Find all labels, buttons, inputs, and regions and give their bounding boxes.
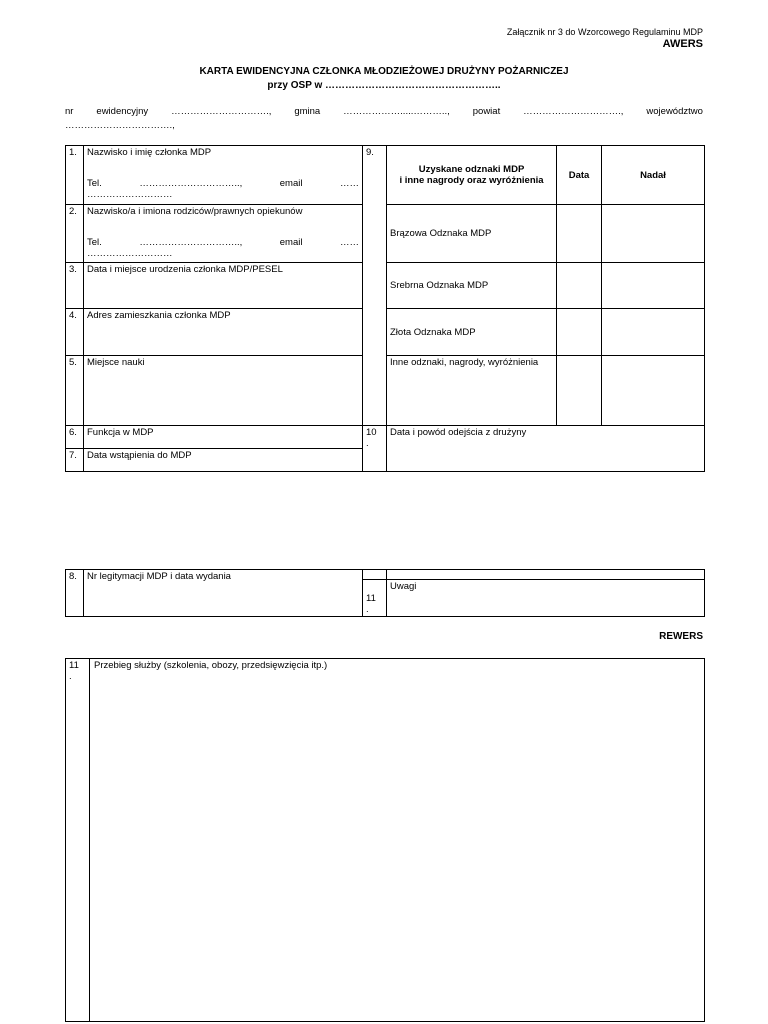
- field-2-tel-dots[interactable]: …………………………..,: [139, 237, 243, 248]
- leave-field[interactable]: [387, 426, 705, 472]
- field-1-number: 1.: [66, 146, 84, 205]
- ewid-dots[interactable]: ………………………….,: [171, 106, 272, 117]
- notes-top-strip: [387, 570, 705, 580]
- award-silver-given[interactable]: [602, 263, 705, 309]
- field-5-label: Miejsce nauki: [87, 357, 145, 368]
- service-number-line1: 11: [69, 660, 79, 671]
- wojewodztwo-dots[interactable]: …………………………….,: [65, 120, 175, 131]
- field-1-label: Nazwisko i imię członka MDP: [87, 147, 212, 158]
- award-silver-date[interactable]: [557, 263, 602, 309]
- awards-header: [387, 146, 557, 205]
- field-2-email-label: email: [279, 237, 303, 248]
- field-2-parents[interactable]: [84, 205, 363, 263]
- awards-header-line2: i inne nagrody oraz wyróżnienia: [399, 175, 544, 186]
- card-field[interactable]: [84, 570, 363, 617]
- powiat-dots[interactable]: ………………………….,: [523, 106, 624, 117]
- award-bronze-given[interactable]: [602, 205, 705, 263]
- registration-line: [65, 105, 703, 133]
- leave-number-line2: .: [366, 438, 369, 449]
- field-4-number: 4.: [66, 309, 84, 356]
- awards-number: 9.: [363, 146, 387, 426]
- field-1-email-dots[interactable]: ……: [339, 178, 359, 189]
- award-gold-date[interactable]: [557, 309, 602, 356]
- field-4-address[interactable]: [84, 309, 363, 356]
- card-notes-table: [65, 569, 705, 617]
- field-3-birth[interactable]: [84, 263, 363, 309]
- award-bronze-date[interactable]: [557, 205, 602, 263]
- awards-col-date: Data: [557, 146, 602, 205]
- awards-col-given: Nadał: [602, 146, 705, 205]
- annex-note: Załącznik nr 3 do Wzorcowego Regulaminu MDP: [506, 27, 703, 37]
- form-subtitle: przy OSP w ……………………………………………..: [267, 80, 501, 91]
- notes-number: [363, 580, 387, 617]
- field-3-label: Data i miejsce urodzenia członka MDP/PESEL: [87, 264, 283, 275]
- field-5-number: 5.: [66, 356, 84, 426]
- leave-label: Data i powód odejścia z drużyny: [390, 427, 527, 438]
- field-5-school[interactable]: [84, 356, 363, 426]
- field-1-tel-label: Tel.: [87, 178, 102, 189]
- award-row-other: Inne odznaki, nagrody, wyróżnienia: [387, 356, 557, 426]
- field-6-function[interactable]: [84, 426, 363, 449]
- field-3-number: 3.: [66, 263, 84, 309]
- awards-header-line1: Uzyskane odznaki MDP: [418, 164, 525, 175]
- service-history-box[interactable]: [65, 658, 705, 1022]
- field-7-number: 7.: [66, 449, 84, 472]
- award-gold-given[interactable]: [602, 309, 705, 356]
- leave-number-line1: 10: [366, 427, 377, 438]
- field-6-label: Funkcja w MDP: [87, 427, 154, 438]
- card-label: Nr legitymacji MDP i data wydania: [87, 571, 231, 582]
- notes-label: Uwagi: [390, 581, 417, 592]
- ewid-label: ewidencyjny: [96, 106, 149, 117]
- notes-field[interactable]: [387, 580, 705, 617]
- field-2-email-dots[interactable]: ……: [339, 237, 359, 248]
- member-details-table: [65, 145, 705, 472]
- wojewodztwo-label: województwo: [646, 106, 703, 117]
- side-label-back: REWERS: [659, 631, 703, 642]
- award-row-silver: Srebrna Odznaka MDP: [387, 263, 557, 309]
- leave-number: [363, 426, 387, 472]
- gmina-label: gmina: [294, 106, 321, 117]
- field-1-email-cont[interactable]: ………………………: [87, 189, 173, 200]
- nr-label: nr: [65, 106, 74, 117]
- award-other-date[interactable]: [557, 356, 602, 426]
- field-1-member-name[interactable]: [84, 146, 363, 205]
- field-1-tel-dots[interactable]: …………………………..,: [139, 178, 243, 189]
- powiat-label: powiat: [472, 106, 501, 117]
- field-2-label: Nazwisko/a i imiona rodziców/prawnych opiekunów: [87, 206, 303, 217]
- award-other-given[interactable]: [602, 356, 705, 426]
- award-row-bronze: Brązowa Odznaka MDP: [387, 205, 557, 263]
- service-label: Przebieg służby (szkolenia, obozy, przedsięwzięcia itp.): [94, 660, 328, 671]
- field-4-label: Adres zamieszkania członka MDP: [87, 310, 231, 321]
- field-7-label: Data wstąpienia do MDP: [87, 450, 192, 461]
- field-2-tel-label: Tel.: [87, 237, 102, 248]
- service-number-line2: .: [69, 671, 72, 682]
- form-title: KARTA EWIDENCYJNA CZŁONKA MŁODZIEŻOWEJ DRUŻYNY POŻARNICZEJ: [199, 66, 569, 77]
- notes-number-line1: 11: [366, 593, 376, 604]
- award-row-gold: Złota Odznaka MDP: [387, 309, 557, 356]
- notes-number-line2: .: [366, 604, 369, 615]
- field-6-number: 6.: [66, 426, 84, 449]
- field-7-join-date[interactable]: [84, 449, 363, 472]
- service-number: [66, 659, 90, 1021]
- field-2-email-cont[interactable]: ………………………: [87, 248, 173, 259]
- field-1-email-label: email: [279, 178, 303, 189]
- card-number: 8.: [66, 570, 84, 617]
- field-2-number: 2.: [66, 205, 84, 263]
- notes-number-top: [363, 570, 387, 580]
- side-label-front: AWERS: [662, 38, 703, 50]
- gmina-dots[interactable]: ……………….....………..,: [343, 106, 450, 117]
